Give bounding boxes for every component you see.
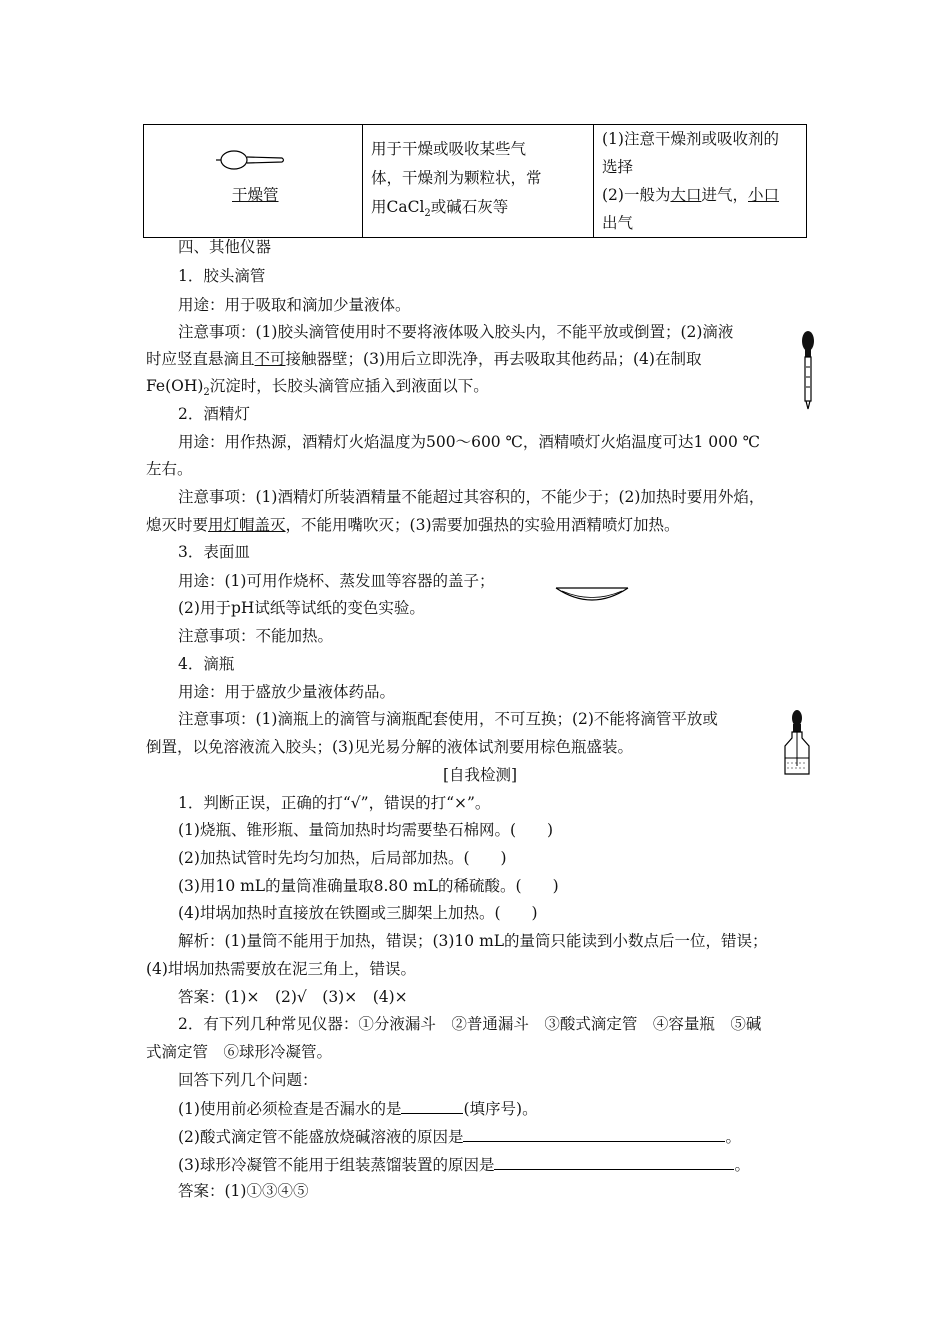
answer-blank[interactable] xyxy=(401,1097,463,1114)
dropbottle-notes: 注意事项：(1)滴瓶上的滴管与滴瓶配套使用，不可互换；(2)不能将滴管平放或 xyxy=(178,710,718,728)
usage-text: 用CaCl xyxy=(371,198,425,216)
watchglass-usage: (2)用于pH试纸等试纸的变色实验。 xyxy=(178,599,425,617)
watchglass-title: 3．表面皿 xyxy=(178,543,250,561)
question-2-item xyxy=(146,1097,846,1119)
text: 熄灭时要 xyxy=(146,516,209,534)
text: (1)使用前必须检查是否漏水的是 xyxy=(178,1100,402,1118)
dropper-figure xyxy=(797,327,819,411)
instrument-figure-cell xyxy=(144,125,363,238)
selfcheck-heading: [自我检测] xyxy=(442,766,518,784)
question-2-item xyxy=(146,1125,846,1147)
subscript: 2 xyxy=(424,208,431,220)
question-1-item: (2)加热试管时先均匀加热，后局部加热。( ) xyxy=(178,849,507,867)
text: (3)球形冷凝管不能用于组装蒸馏装置的原因是 xyxy=(178,1156,495,1174)
lamp-notes: 注意事项：(1)酒精灯所装酒精量不能超过其容积的，不能少于；(2)加热时要用外焰， xyxy=(178,488,765,506)
table-row xyxy=(144,125,807,238)
note-line: 出气 xyxy=(602,214,634,232)
answer-2: 答案：(1)①③④⑤ xyxy=(178,1182,309,1200)
text: (填序号)。 xyxy=(463,1100,538,1118)
text: ，不能用嘴吹灭；(3)需要加强热的实验用酒精喷灯加热。 xyxy=(285,516,680,534)
text: 。 xyxy=(734,1156,750,1174)
question-2: 2．有下列几种常见仪器：①分液漏斗 ②普通漏斗 ③酸式滴定管 ④容量瓶 ⑤碱 xyxy=(178,1015,762,1033)
question-2-item xyxy=(146,1153,846,1175)
usage-line xyxy=(371,193,587,228)
note-text: (2)一般为 xyxy=(602,186,671,204)
dropper-title: 1．胶头滴管 xyxy=(178,267,266,285)
underlined-text: 大口 xyxy=(670,186,702,204)
usage-line: 体，干燥剂为颗粒状，常 xyxy=(371,169,542,187)
dropper-notes: 注意事项：(1)胶头滴管使用时不要将液体吸入胶头内，不能平放或倒置；(2)滴液 xyxy=(178,323,734,341)
text: 接触器壁；(3)用后立即洗净，再去吸取其他药品；(4)在制取 xyxy=(285,350,702,368)
instrument-table xyxy=(143,124,807,238)
dropper-usage: 用途：用于吸取和滴加少量液体。 xyxy=(178,296,411,314)
watch-glass-figure xyxy=(554,582,630,604)
dropbottle-usage: 用途：用于盛放少量液体药品。 xyxy=(178,683,396,701)
underlined-text: 不可 xyxy=(254,350,286,368)
watchglass-notes: 注意事项：不能加热。 xyxy=(178,627,334,645)
usage-text: 或碱石灰等 xyxy=(430,198,509,216)
watchglass-usage: 用途：(1)可用作烧杯、蒸发皿等容器的盖子； xyxy=(178,572,495,590)
notes-cell xyxy=(594,125,807,238)
text: (2)酸式滴定管不能盛放烧碱溶液的原因是 xyxy=(178,1128,464,1146)
drying-tube-figure xyxy=(216,145,288,175)
text: 时应竖直悬滴且 xyxy=(146,350,255,368)
note-text: 进气， xyxy=(701,186,748,204)
question-1: 1．判断正误，正确的打“√”，错误的打“×”。 xyxy=(178,794,491,812)
text: 。 xyxy=(725,1128,741,1146)
lamp-notes xyxy=(146,515,814,535)
note-line xyxy=(602,181,800,209)
answer-1: 答案：(1)× (2)√ (3)× (4)× xyxy=(178,988,408,1006)
lamp-usage: 左右。 xyxy=(146,460,193,478)
underlined-text: 用灯帽盖灭 xyxy=(208,516,286,534)
question-1-item: (4)坩埚加热时直接放在铁圈或三脚架上加热。( ) xyxy=(178,904,538,922)
analysis: (4)坩埚加热需要放在泥三角上，错误。 xyxy=(146,960,416,978)
section-title: 四、其他仪器 xyxy=(178,238,272,256)
lamp-title: 2．酒精灯 xyxy=(178,405,250,423)
underlined-text: 小口 xyxy=(748,186,780,204)
question-1-item: (1)烧瓶、锥形瓶、量筒加热时均需要垫石棉网。( ) xyxy=(178,821,554,839)
question-2-prompt: 回答下列几个问题： xyxy=(178,1071,318,1089)
usage-line: 用于干燥或吸收某些气 xyxy=(371,140,527,158)
note-line: 选择 xyxy=(602,158,634,176)
text: 沉淀时，长胶头滴管应插入到液面以下。 xyxy=(209,377,489,395)
dropbottle-notes: 倒置，以免溶液流入胶头；(3)见光易分解的液体试剂要用棕色瓶盛装。 xyxy=(146,738,633,756)
question-1-item: (3)用10 mL的量筒准确量取8.80 mL的稀硫酸。( ) xyxy=(178,877,559,895)
question-2: 式滴定管 ⑥球形冷凝管。 xyxy=(146,1043,333,1061)
lamp-usage: 用途：用作热源，酒精灯火焰温度为500～600 ℃，酒精喷灯火焰温度可达1 000 ℃ xyxy=(178,433,761,451)
instrument-name: 干燥管 xyxy=(232,186,279,204)
answer-blank[interactable] xyxy=(463,1125,725,1142)
dropbottle-title: 4．滴瓶 xyxy=(178,655,235,673)
usage-cell xyxy=(363,125,594,238)
dropper-notes xyxy=(146,349,814,369)
note-line: (1)注意干燥剂或吸收剂的 xyxy=(602,130,779,148)
dropper-notes xyxy=(146,376,814,403)
text: Fe(OH) xyxy=(146,377,204,395)
answer-blank[interactable] xyxy=(494,1153,734,1170)
analysis: 解析：(1)量筒不能用于加热，错误；(3)10 mL的量筒只能读到小数点后一位，错误； xyxy=(178,932,768,950)
subscript: 2 xyxy=(203,387,210,399)
